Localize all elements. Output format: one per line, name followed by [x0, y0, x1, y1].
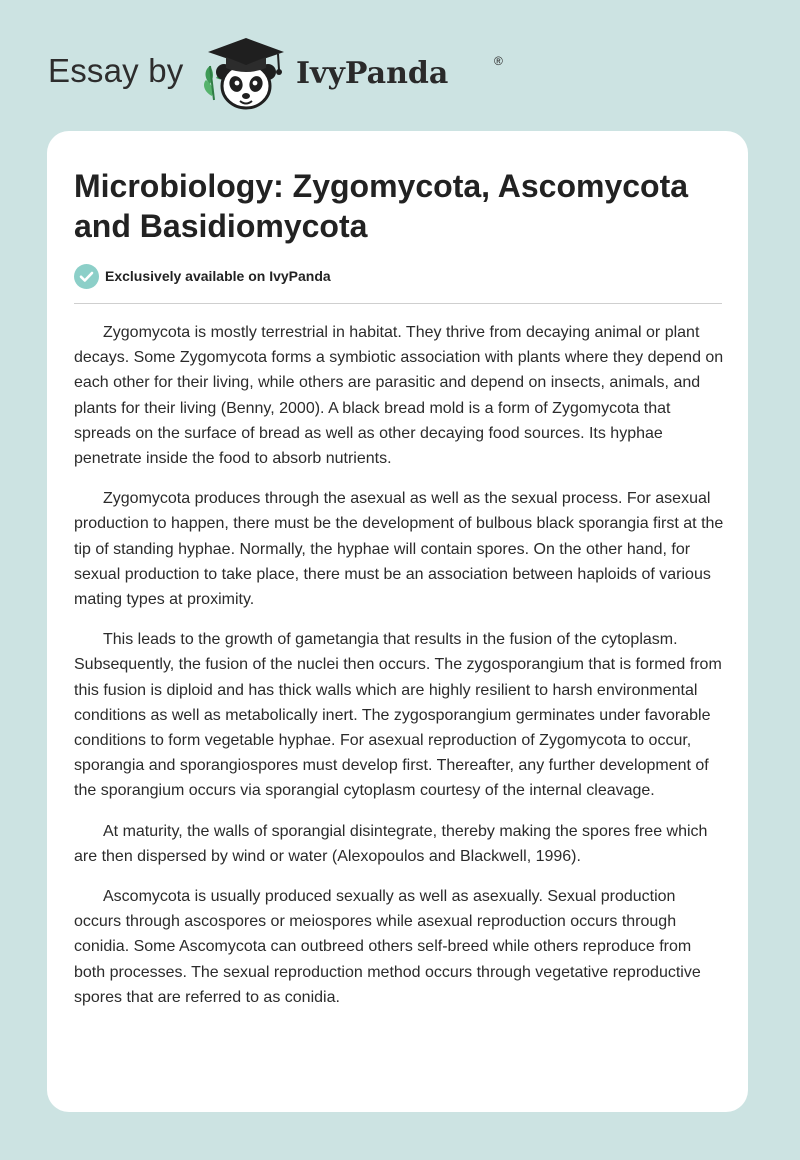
- title-divider: [74, 303, 722, 304]
- essay-card: [47, 131, 748, 1112]
- site-header: [48, 34, 508, 114]
- registered-mark: ®: [494, 54, 503, 68]
- essay-title: Microbiology: Zygomycota, Ascomycota and Basidiomycota: [74, 168, 689, 244]
- essay-by-label: Essay by: [48, 52, 184, 89]
- essay-paragraph-2: Zygomycota produces through the asexual as well as the sexual process. For asexual production to happen, there must be the development of bulbous black sporangia first at the tip of standing hyphae. Normally, the hyphae will contain spores. On the other hand, for sexual production to take place, there must be an association between haploids of various mating types at proximity.: [74, 490, 724, 609]
- essay-paragraph-4: At maturity, the walls of sporangial disintegrate, thereby making the spores free which are then dispersed by wind or water (Alexopoulos and Blackwell, 1996).: [74, 822, 708, 865]
- exclusive-badge-text: Exclusively available on IvyPanda: [105, 268, 331, 284]
- panda-graduate-logo-icon[interactable]: [200, 34, 292, 112]
- essay-paragraph-5: Ascomycota is usually produced sexually as well as asexually. Sexual production occurs through ascospores or meiospores while asexual reproduction occurs through conidia. Some Ascomycota can outbreed others self-breed while others reproduce from both processes. The sexual reproduction method occurs through vegetative reproductive spores that are referred to as conidia.: [74, 888, 701, 1006]
- essay-paragraph-1: Zygomycota is mostly terrestrial in habitat. They thrive from decaying animal or plant decays. Some Zygomycota forms a symbiotic association with plants where they depend on each other for their living, while others are parasitic and depend on insects, animals, and plants for their living (Benny, 2000). A black bread mold is a form of Zygomycota that spreads on the surface of bread as well as other decaying food sources. Its hyphae penetrate inside the food to absorb nutrients.: [74, 324, 724, 468]
- check-circle-icon: [74, 264, 99, 289]
- ivypanda-wordmark[interactable]: IvyPanda: [296, 56, 449, 91]
- essay-body: [74, 320, 724, 1025]
- essay-paragraph-3: This leads to the growth of gametangia that results in the fusion of the cytoplasm. Subsequently, the fusion of the nuclei then occurs. The zygosporangium that is formed from this fusion is diploid and has thick walls which are highly resilient to harsh environmental conditions as well as metabolically inert. The zygosporangium germinates under favorable conditions to form vegetable hyphae. For asexual reproduction of Zygomycota to occur, sporangia and sporangiospores must develop first. Thereafter, any further development of the sporangium occurs via sporangial cytoplasm courtesy of the internal cleavage.: [74, 631, 722, 800]
- exclusive-badge: [74, 263, 331, 289]
